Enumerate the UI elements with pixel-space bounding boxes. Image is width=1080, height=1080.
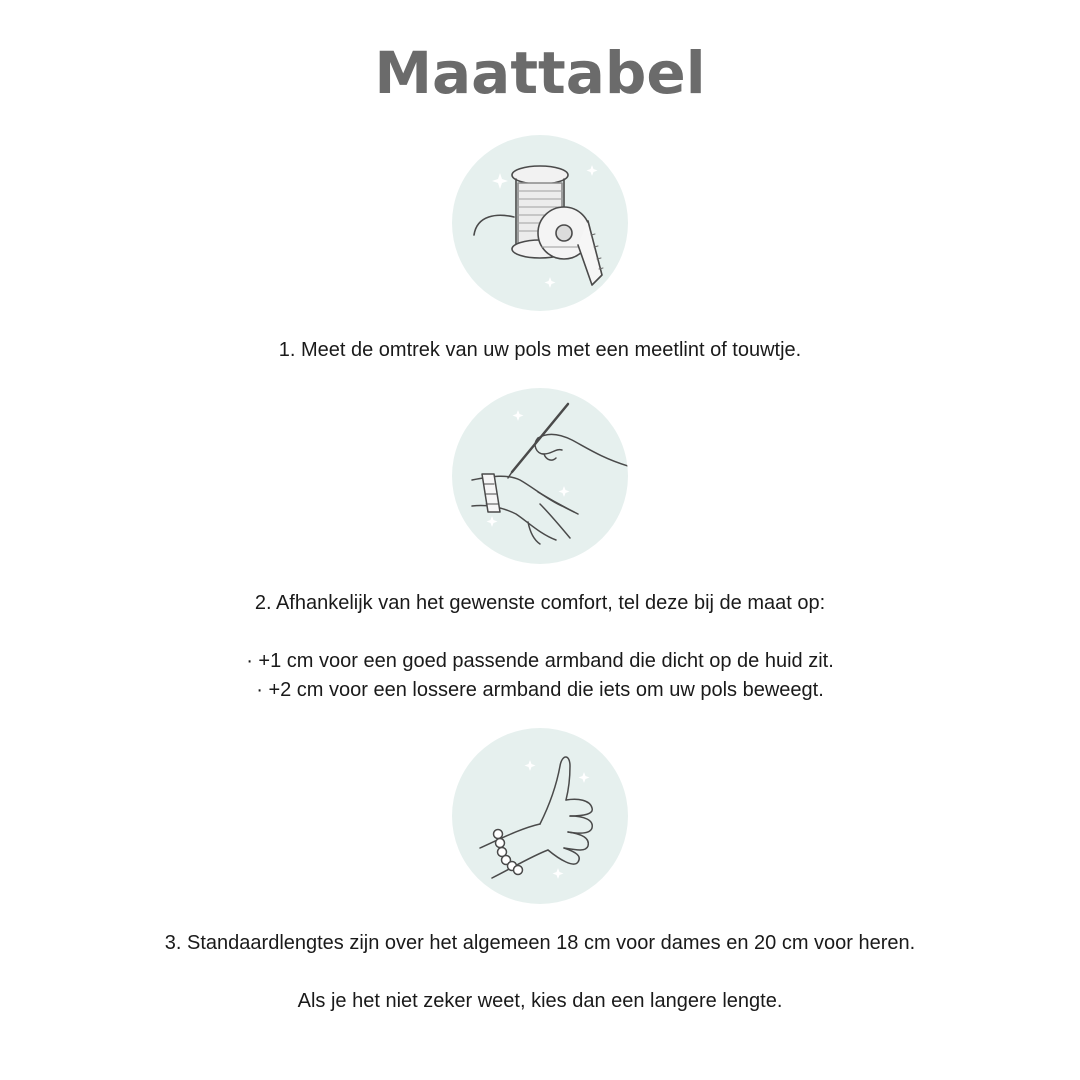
measuring-tape-spool-icon — [452, 135, 628, 311]
step-3-illustration — [452, 728, 628, 904]
step-1-text — [0, 336, 1080, 365]
step-2-text — [0, 589, 1080, 705]
step-2-line-3: · +2 cm voor een lossere armband die iets om uw pols beweegt. — [256, 679, 824, 701]
step-3-text — [0, 929, 1080, 1016]
step-1-illustration — [452, 135, 628, 311]
step-2-line-1: 2. Afhankelijk van het gewenste comfort, tel deze bij de maat op: — [254, 592, 826, 614]
step-2-spacer — [0, 618, 1080, 647]
thumbs-up-bracelet-icon — [452, 728, 628, 904]
step-3-line-2: Als je het niet zeker weet, kies dan een langere lengte. — [297, 990, 783, 1012]
wrist-measuring-icon — [452, 388, 628, 564]
step-2-illustration — [452, 388, 628, 564]
page-title: Maattabel — [374, 39, 706, 107]
step-3-spacer — [0, 958, 1080, 987]
step-3-line-1: 3. Standaardlengtes zijn over het algemeen 18 cm voor dames en 20 cm voor heren. — [164, 932, 916, 954]
step-1-line-1: 1. Meet de omtrek van uw pols met een meetlint of touwtje. — [278, 339, 802, 361]
step-2-line-2: · +1 cm voor een goed passende armband die dicht op de huid zit. — [246, 650, 834, 672]
